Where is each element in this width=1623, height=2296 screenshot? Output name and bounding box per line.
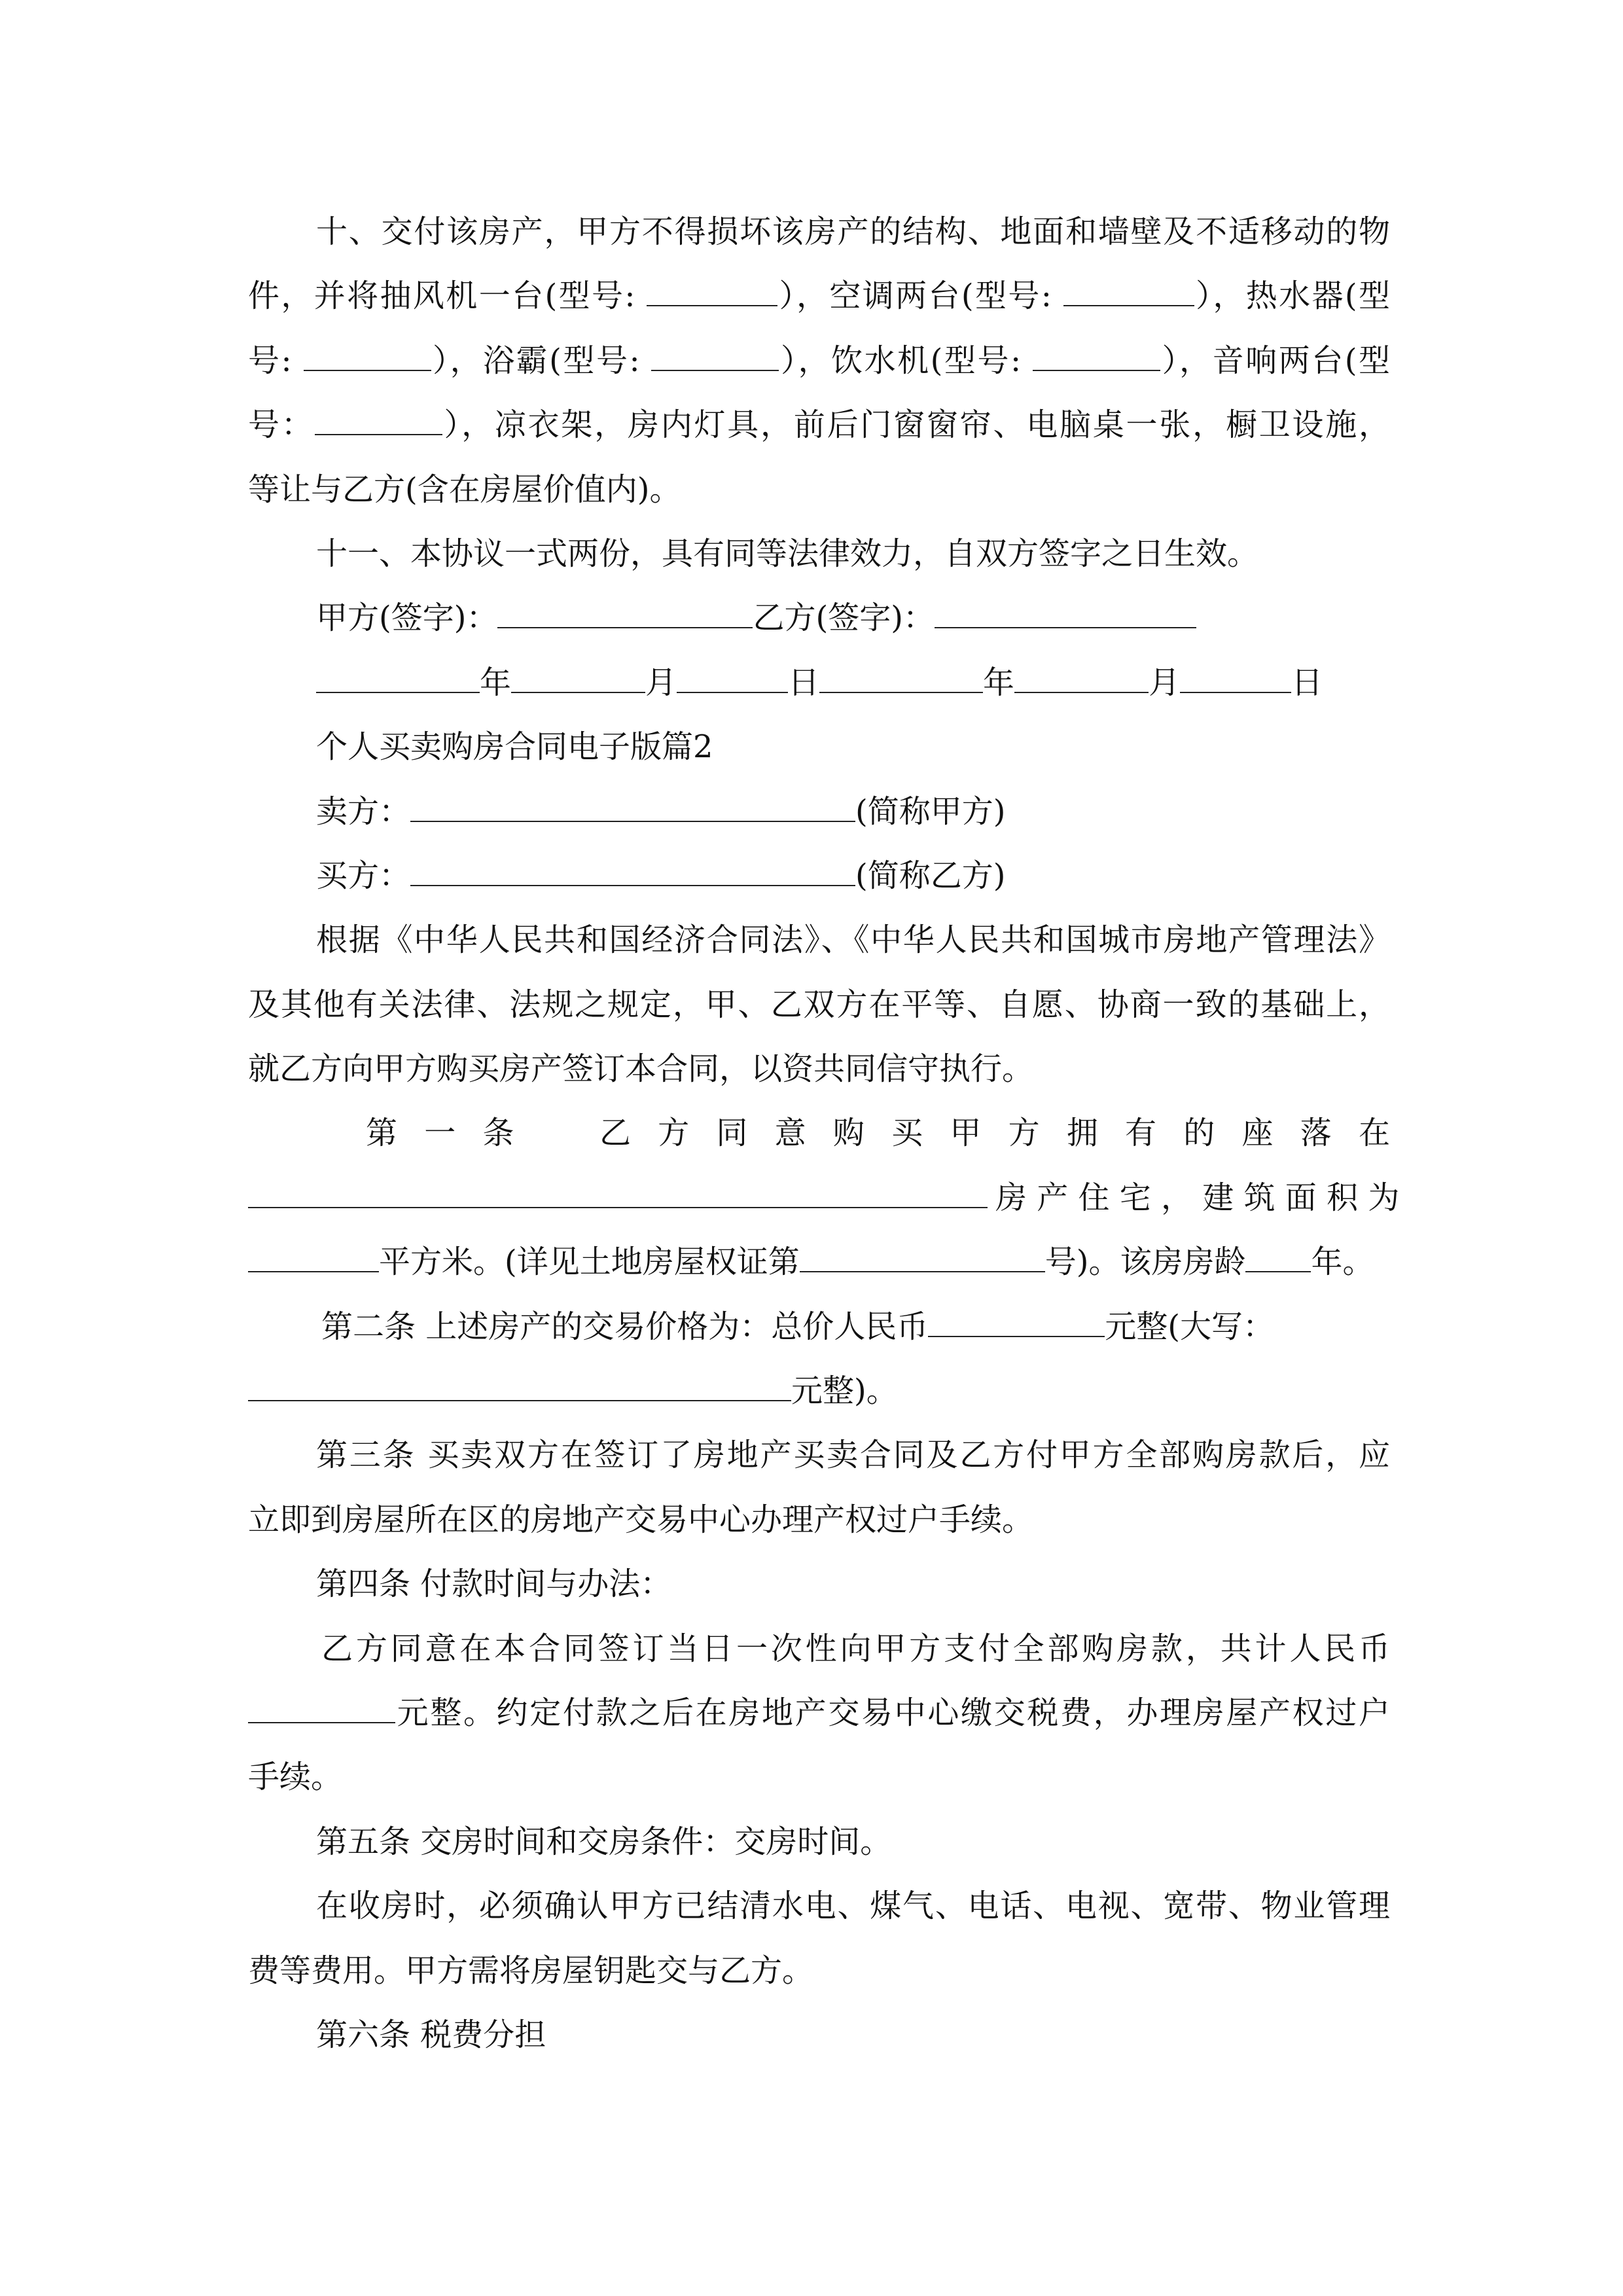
article-6-title [248, 2003, 1390, 2067]
year-field[interactable] [819, 666, 983, 693]
text: 十、交付该房产，甲方不得损坏该房产的结构、地面和墙壁及不适移动的物 [316, 213, 1390, 250]
year-field[interactable] [316, 666, 480, 693]
text: 第三条 买卖双方在签订了房地产买卖合同及乙方付甲方全部购房款后，应 [316, 1437, 1390, 1474]
clause-10-line [248, 200, 1390, 264]
text: 日 [788, 664, 820, 701]
text: 第二条 上述房产的交易价格为：总价人民币 [321, 1308, 929, 1345]
article-2-line [248, 1295, 1390, 1359]
article-2-line [248, 1359, 1390, 1423]
text: 卖方： [316, 793, 411, 830]
text: 元整(大写： [1105, 1308, 1274, 1345]
article-1-line [248, 1166, 1400, 1230]
text: 元整。约定付款之后在房地产交易中心缴交税费，办理房屋产权过户 [395, 1694, 1390, 1731]
day-field[interactable] [677, 666, 788, 693]
party-b-signature-label: 乙方(签字)： [753, 600, 935, 637]
certificate-number-field[interactable] [800, 1245, 1045, 1272]
text: 买方： [316, 857, 411, 894]
text: 月 [1149, 664, 1181, 701]
text: ），浴霸(型号: [431, 342, 652, 379]
text: 根据《中华人民共和国经济合同法》、《中华人民共和国城市房地产管理法》 [316, 922, 1390, 959]
article-5-line [248, 1939, 1390, 2003]
preamble-line [248, 973, 1390, 1037]
text: 年 [983, 664, 1015, 701]
article-4-title [248, 1552, 1390, 1616]
text: 就乙方向甲方购买房产签订本合同，以资共同信守执行。 [248, 1050, 1034, 1088]
article-4-line [248, 1617, 1390, 1681]
buyer-field[interactable] [410, 859, 855, 886]
buyer-line [248, 844, 1390, 908]
price-field[interactable] [928, 1310, 1105, 1337]
clause-10-line [248, 457, 1390, 522]
preamble-line [248, 908, 1390, 972]
clause-10-line [248, 393, 1390, 457]
text: 号)。该房房龄 [1044, 1244, 1246, 1281]
text: 第六条 税费分担 [316, 2016, 546, 2053]
signature-line [248, 586, 1390, 650]
house-age-field[interactable] [1245, 1245, 1311, 1272]
text: 年 [480, 664, 512, 701]
party-a-signature-field[interactable] [497, 601, 753, 628]
price-uppercase-field[interactable] [248, 1374, 791, 1401]
text: ），凉衣架，房内灯具，前后门窗窗帘、电脑桌一张，橱卫设施， [442, 406, 1390, 444]
month-field[interactable] [511, 666, 645, 693]
preamble-line [248, 1037, 1390, 1101]
section-title [248, 715, 1390, 779]
article-5-title [248, 1810, 1390, 1874]
article-1-line [248, 1101, 1390, 1165]
text: 及其他有关法律、法规之规定，甲、乙双方在平等、自愿、协商一致的基础上， [248, 986, 1390, 1023]
text: 日 [1291, 664, 1323, 701]
text: 月 [645, 664, 677, 701]
article-4-line [248, 1745, 1390, 1809]
article-3-line [248, 1423, 1390, 1487]
text: 十一、本协议一式两份，具有同等法律效力，自双方签字之日生效。 [316, 535, 1259, 572]
article-5-line [248, 1874, 1390, 1938]
text: ），空调两台(型号: [777, 278, 1063, 315]
month-field[interactable] [1014, 666, 1149, 693]
text: 第五条 交房时间和交房条件：交房时间。 [316, 1823, 892, 1860]
text: ），热水器(型 [1194, 278, 1390, 315]
clause-11 [248, 522, 1390, 586]
clause-10-line [248, 329, 1390, 393]
text: 第四条 付款时间与办法： [316, 1566, 672, 1603]
blank-field[interactable] [315, 408, 442, 435]
date-line [248, 651, 1390, 715]
text: 手续。 [248, 1759, 343, 1796]
article-4-line [248, 1681, 1390, 1745]
text: 第 一 条 乙 方 同 意 购 买 甲 方 拥 有 的 座 落 在 [366, 1115, 1390, 1152]
text: 费等费用。甲方需将房屋钥匙交与乙方。 [248, 1952, 814, 1989]
blank-field[interactable] [651, 344, 779, 371]
text: (简称乙方) [855, 857, 1006, 894]
text: 在收房时，必须确认甲方已结清水电、煤气、电话、电视、宽带、物业管理 [316, 1888, 1390, 1925]
text: 号: [248, 342, 304, 379]
text: 个人买卖购房合同电子版篇2 [316, 728, 713, 766]
blank-field[interactable] [1063, 279, 1194, 306]
text: 号： [248, 406, 315, 444]
text: 元整)。 [791, 1372, 898, 1410]
text: ），音响两台(型 [1160, 342, 1390, 379]
area-field[interactable] [248, 1245, 379, 1272]
text: 件，并将抽风机一台(型号: [248, 278, 647, 315]
text: 立即到房屋所在区的房地产交易中心办理产权过户手续。 [248, 1501, 1034, 1538]
text: 平方米。(详见土地房屋权证第 [379, 1244, 800, 1281]
total-amount-field[interactable] [248, 1696, 395, 1723]
contract-page [248, 200, 1400, 2067]
day-field[interactable] [1180, 666, 1291, 693]
clause-10-line [248, 264, 1390, 328]
party-b-signature-field[interactable] [935, 601, 1196, 628]
text: 年。 [1311, 1244, 1374, 1281]
text: 乙方同意在本合同签订当日一次性向甲方支付全部购房款，共计人民币 [321, 1630, 1390, 1667]
article-1-line [248, 1230, 1390, 1294]
location-field[interactable] [248, 1181, 988, 1208]
blank-field[interactable] [1033, 344, 1160, 371]
seller-line [248, 780, 1390, 844]
article-3-line [248, 1488, 1390, 1552]
blank-field[interactable] [647, 279, 777, 306]
blank-field[interactable] [304, 344, 431, 371]
text: (简称甲方) [855, 793, 1006, 830]
text: 等让与乙方(含在房屋价值内)。 [248, 471, 681, 508]
text: 房 产 住 宅 ， 建 筑 面 积 为 [995, 1179, 1400, 1216]
seller-field[interactable] [410, 795, 855, 822]
text: ），饮水机(型号: [779, 342, 1033, 379]
party-a-signature-label: 甲方(签字)： [316, 600, 498, 637]
